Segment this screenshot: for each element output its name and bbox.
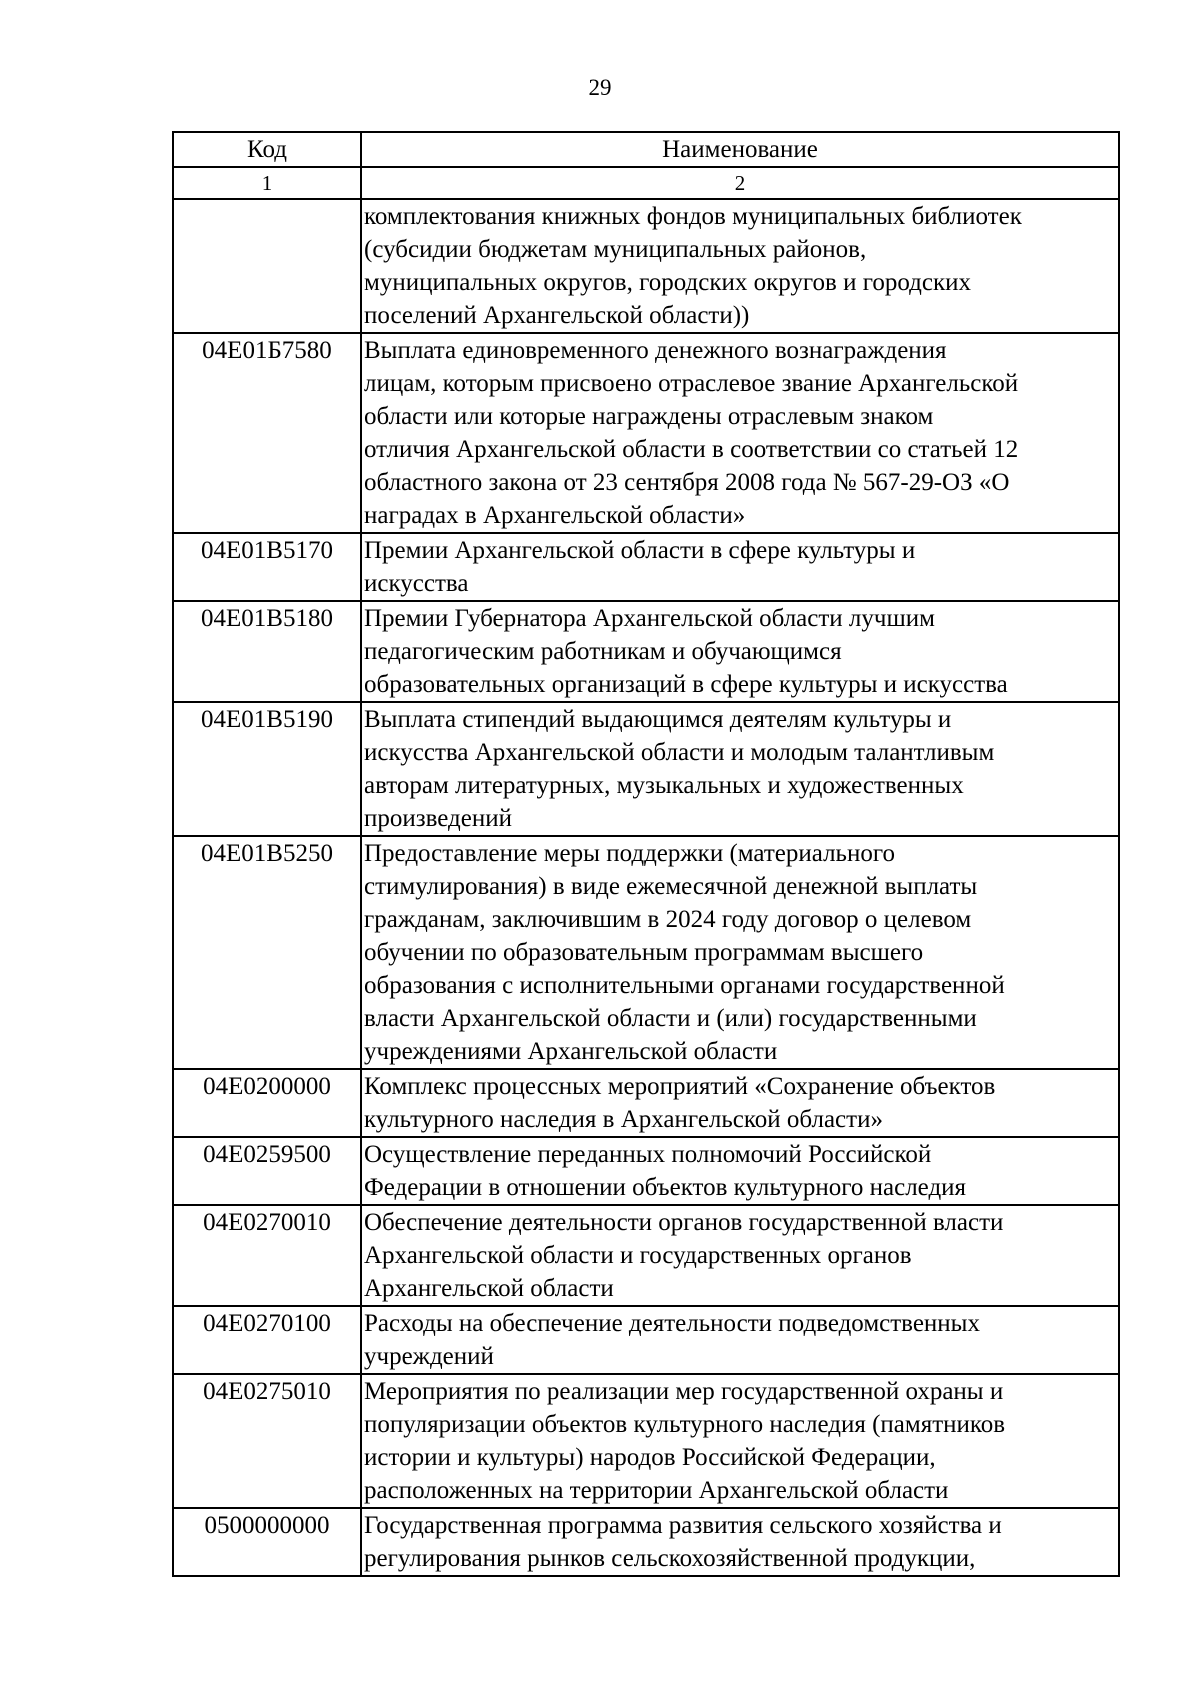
row-name-line: Архангельской области bbox=[364, 1275, 614, 1302]
row-code: 04Е0275010 bbox=[173, 1374, 361, 1508]
row-name bbox=[361, 1205, 1119, 1306]
table-row bbox=[173, 601, 1119, 702]
table-row bbox=[173, 1306, 1119, 1374]
row-name-line: гражданам, заключившим в 2024 году договор о целевом bbox=[364, 906, 972, 933]
column-number-row bbox=[173, 167, 1119, 199]
column-number-name: 2 bbox=[361, 167, 1119, 199]
row-name-line: лицам, которым присвоено отраслевое звание Архангельской bbox=[364, 370, 1019, 397]
row-name-line: комплектования книжных фондов муниципальных библиотек bbox=[364, 203, 1022, 230]
table-row bbox=[173, 702, 1119, 836]
row-name bbox=[361, 836, 1119, 1069]
row-name-line: Государственная программа развития сельского хозяйства и bbox=[364, 1512, 1002, 1539]
row-code: 0500000000 bbox=[173, 1508, 361, 1576]
row-code: 04Е0259500 bbox=[173, 1137, 361, 1205]
row-name-line: произведений bbox=[364, 805, 513, 832]
row-name bbox=[361, 1374, 1119, 1508]
row-code: 04Е01Б7580 bbox=[173, 333, 361, 533]
row-name-line: Комплекс процессных мероприятий «Сохранение объектов bbox=[364, 1073, 996, 1100]
row-name-line: Выплата стипендий выдающимся деятелям культуры и bbox=[364, 706, 952, 733]
row-name-line: регулирования рынков сельскохозяйственной продукции, bbox=[364, 1545, 976, 1572]
budget-code-table bbox=[172, 131, 1120, 1577]
row-name-line: наградах в Архангельской области» bbox=[364, 502, 746, 529]
table-row bbox=[173, 836, 1119, 1069]
row-code: 04Е01В5180 bbox=[173, 601, 361, 702]
row-name-line: поселений Архангельской области)) bbox=[364, 302, 750, 329]
table-row bbox=[173, 533, 1119, 601]
row-name-line: расположенных на территории Архангельской области bbox=[364, 1477, 949, 1504]
row-name-line: популяризации объектов культурного наследия (памятников bbox=[364, 1411, 1006, 1438]
row-name bbox=[361, 702, 1119, 836]
table-row bbox=[173, 1137, 1119, 1205]
row-name-line: Обеспечение деятельности органов государственной власти bbox=[364, 1209, 1004, 1236]
table-row bbox=[173, 1069, 1119, 1137]
page-number: 29 bbox=[588, 75, 612, 100]
row-name-line: (субсидии бюджетам муниципальных районов, bbox=[364, 236, 867, 263]
table-row bbox=[173, 333, 1119, 533]
row-name-line: учреждениями Архангельской области bbox=[364, 1038, 778, 1065]
header-name: Наименование bbox=[361, 132, 1119, 167]
row-name-line: областного закона от 23 сентября 2008 года № 567-29-ОЗ «О bbox=[364, 469, 1010, 496]
table-body bbox=[173, 199, 1119, 1576]
row-name-line: Предоставление меры поддержки (материального bbox=[364, 840, 895, 867]
row-code bbox=[173, 199, 361, 333]
row-code: 04Е0200000 bbox=[173, 1069, 361, 1137]
row-name bbox=[361, 533, 1119, 601]
header-code: Код bbox=[173, 132, 361, 167]
row-name-line: образовательных организаций в сфере культуры и искусства bbox=[364, 671, 1008, 698]
row-name-line: Премии Губернатора Архангельской области лучшим bbox=[364, 605, 935, 632]
table-header-row bbox=[173, 132, 1119, 167]
row-name-line: Выплата единовременного денежного вознаграждения bbox=[364, 337, 947, 364]
row-name bbox=[361, 1306, 1119, 1374]
row-name-line: муниципальных округов, городских округов и городских bbox=[364, 269, 971, 296]
row-name-line: стимулирования) в виде ежемесячной денежной выплаты bbox=[364, 873, 978, 900]
row-name-line: Премии Архангельской области в сфере культуры и bbox=[364, 537, 916, 564]
row-name-line: искусства bbox=[364, 570, 469, 597]
row-name-line: учреждений bbox=[364, 1343, 494, 1370]
row-name-line: культурного наследия в Архангельской области» bbox=[364, 1106, 883, 1133]
row-code: 04Е0270100 bbox=[173, 1306, 361, 1374]
row-name-line: истории и культуры) народов Российской Федерации, bbox=[364, 1444, 936, 1471]
row-name-line: Архангельской области и государственных органов bbox=[364, 1242, 912, 1269]
row-name bbox=[361, 1137, 1119, 1205]
row-name-line: Мероприятия по реализации мер государственной охраны и bbox=[364, 1378, 1004, 1405]
row-name-line: отличия Архангельской области в соответствии со статьей 12 bbox=[364, 436, 1019, 463]
row-code: 04Е01В5250 bbox=[173, 836, 361, 1069]
row-name-line: Расходы на обеспечение деятельности подведомственных bbox=[364, 1310, 980, 1337]
table-row bbox=[173, 1374, 1119, 1508]
row-code: 04Е01В5170 bbox=[173, 533, 361, 601]
row-name-line: педагогическим работникам и обучающимся bbox=[364, 638, 842, 665]
row-name-line: искусства Архангельской области и молодым талантливым bbox=[364, 739, 995, 766]
row-name-line: обучении по образовательным программам высшего bbox=[364, 939, 924, 966]
row-code: 04Е01В5190 bbox=[173, 702, 361, 836]
row-code: 04Е0270010 bbox=[173, 1205, 361, 1306]
row-name-line: Федерации в отношении объектов культурного наследия bbox=[364, 1174, 967, 1201]
row-name bbox=[361, 199, 1119, 333]
row-name-line: области или которые награждены отраслевым знаком bbox=[364, 403, 934, 430]
row-name bbox=[361, 1508, 1119, 1576]
row-name-line: власти Архангельской области и (или) государственными bbox=[364, 1005, 977, 1032]
row-name bbox=[361, 1069, 1119, 1137]
table-row bbox=[173, 1205, 1119, 1306]
table-row bbox=[173, 1508, 1119, 1576]
row-name-line: авторам литературных, музыкальных и художественных bbox=[364, 772, 964, 799]
row-name bbox=[361, 601, 1119, 702]
row-name-line: образования с исполнительными органами государственной bbox=[364, 972, 1005, 999]
table-row bbox=[173, 199, 1119, 333]
row-name-line: Осуществление переданных полномочий Российской bbox=[364, 1141, 932, 1168]
row-name bbox=[361, 333, 1119, 533]
column-number-code: 1 bbox=[173, 167, 361, 199]
